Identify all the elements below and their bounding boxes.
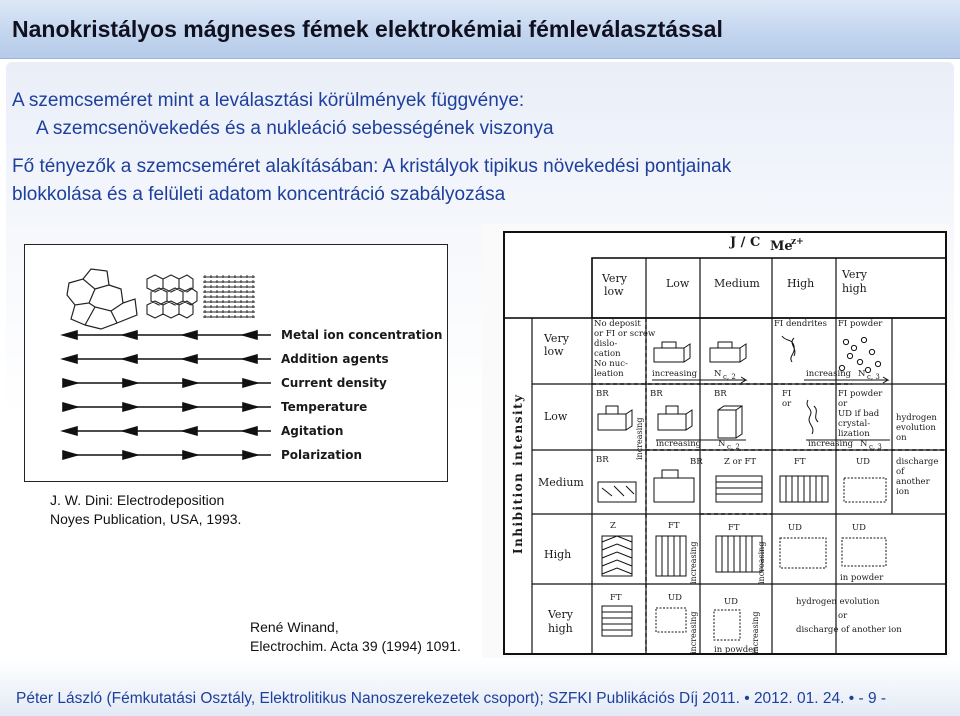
svg-text:evolution: evolution bbox=[896, 423, 936, 433]
svg-text:BR: BR bbox=[714, 389, 727, 399]
factor-agitation: Agitation bbox=[281, 424, 344, 438]
svg-text:Z: Z bbox=[610, 521, 616, 531]
svg-text:c, 3: c, 3 bbox=[867, 373, 880, 381]
svg-text:FI dendrites: FI dendrites bbox=[774, 319, 827, 329]
svg-text:UD: UD bbox=[852, 523, 866, 533]
winand-citation-line-1: René Winand, bbox=[250, 619, 339, 635]
row-axis-label: Inhibition intensity bbox=[511, 393, 525, 554]
svg-text:of: of bbox=[896, 467, 905, 477]
factor-arrows bbox=[63, 331, 271, 459]
svg-text:or FI or screw: or FI or screw bbox=[594, 329, 656, 339]
svg-text:increasing: increasing bbox=[751, 611, 760, 654]
dini-citation-line-1: J. W. Dini: Electrodeposition bbox=[50, 492, 225, 508]
svg-text:Z or FT: Z or FT bbox=[724, 457, 757, 467]
svg-text:increasing: increasing bbox=[635, 417, 644, 460]
svg-text:cation: cation bbox=[594, 349, 621, 359]
title-bar bbox=[0, 0, 960, 59]
text-line-4: blokkolása és a felületi adatom koncentráció szabályozása bbox=[12, 184, 506, 205]
svg-text:c, 2: c, 2 bbox=[723, 373, 736, 381]
svg-text:No nuc-: No nuc- bbox=[594, 359, 628, 369]
dini-citation-line-2: Noyes Publication, USA, 1993. bbox=[50, 511, 242, 527]
row-very-high-1: Very bbox=[548, 608, 573, 621]
winand-diagram bbox=[482, 224, 950, 658]
svg-text:UD: UD bbox=[856, 457, 870, 467]
svg-text:leation: leation bbox=[594, 369, 624, 379]
svg-text:UD: UD bbox=[724, 597, 738, 607]
svg-text:FI powder: FI powder bbox=[838, 389, 883, 399]
row-low: Low bbox=[544, 410, 568, 423]
top-axis-ion: Me bbox=[770, 239, 793, 254]
svg-text:hydrogen: hydrogen bbox=[896, 413, 937, 423]
svg-text:in powder: in powder bbox=[714, 645, 758, 655]
col-medium: Medium bbox=[714, 277, 760, 290]
factor-temperature: Temperature bbox=[281, 400, 368, 414]
col-very-low-1: Very bbox=[602, 272, 627, 285]
svg-text:discharge: discharge bbox=[896, 457, 939, 467]
svg-text:or: or bbox=[838, 611, 848, 621]
row-very-low-2: low bbox=[544, 345, 564, 358]
row-high: High bbox=[544, 548, 572, 561]
footer-text: Péter László (Fémkutatási Osztály, Elektrolitikus Nanoszerekezetek csoport); SZFKI Publikációs Díj 2011. • 2012. 01. 24. • - 9 - bbox=[16, 690, 887, 707]
svg-text:hydrogen evolution: hydrogen evolution bbox=[796, 597, 880, 607]
svg-text:FT: FT bbox=[794, 457, 806, 467]
svg-text:N: N bbox=[718, 439, 726, 449]
svg-text:crystal-: crystal- bbox=[838, 419, 871, 429]
row-very-low-1: Very bbox=[544, 332, 569, 345]
factor-addition-agents: Addition agents bbox=[281, 352, 389, 366]
svg-text:increasing: increasing bbox=[757, 541, 766, 584]
winand-grid bbox=[482, 224, 950, 658]
svg-text:another: another bbox=[896, 477, 930, 487]
svg-text:N: N bbox=[860, 439, 868, 449]
svg-text:increasing: increasing bbox=[656, 439, 702, 449]
grain-structure-medium bbox=[147, 275, 197, 318]
svg-text:ion: ion bbox=[896, 487, 910, 497]
grain-size-factors-figure bbox=[24, 244, 448, 482]
text-line-3: Fő tényezők a szemcseméret alakításában: A kristályok tipikus növekedési pontjainak bbox=[12, 156, 732, 177]
factor-polarization: Polarization bbox=[281, 448, 362, 462]
svg-text:N: N bbox=[858, 369, 866, 379]
svg-text:c, 2: c, 2 bbox=[727, 443, 740, 451]
top-axis-label: J / C bbox=[730, 235, 761, 250]
svg-text:FI powder: FI powder bbox=[838, 319, 883, 329]
svg-text:N: N bbox=[714, 369, 722, 379]
svg-text:lization: lization bbox=[838, 429, 870, 439]
slide-title: Nanokristályos mágneses fémek elektrokémiai fémleválasztással bbox=[12, 16, 723, 42]
svg-text:BR: BR bbox=[596, 455, 609, 465]
svg-text:BR: BR bbox=[596, 389, 609, 399]
col-very-low-2: low bbox=[604, 285, 624, 298]
col-very-high-2: high bbox=[842, 282, 867, 295]
svg-text:discharge of another ion: discharge of another ion bbox=[796, 625, 902, 635]
svg-text:FT: FT bbox=[610, 593, 622, 603]
svg-text:c, 3: c, 3 bbox=[869, 443, 882, 451]
svg-text:FI: FI bbox=[782, 389, 792, 399]
svg-text:or: or bbox=[838, 399, 848, 409]
grain-structure-fine bbox=[203, 275, 255, 319]
svg-text:on: on bbox=[896, 433, 907, 443]
grain-structure-coarse bbox=[67, 269, 137, 329]
factor-current-density: Current density bbox=[281, 376, 387, 390]
col-very-high-1: Very bbox=[842, 268, 867, 281]
svg-text:No deposit: No deposit bbox=[594, 319, 641, 329]
svg-text:FT: FT bbox=[728, 523, 740, 533]
svg-text:increasing: increasing bbox=[652, 369, 698, 379]
winand-citation-line-2: Electrochim. Acta 39 (1994) 1091. bbox=[250, 638, 461, 654]
row-very-high-2: high bbox=[548, 622, 573, 635]
svg-text:UD: UD bbox=[788, 523, 802, 533]
svg-text:BR: BR bbox=[690, 457, 703, 467]
top-axis-charge: z+ bbox=[791, 237, 804, 247]
col-low: Low bbox=[666, 277, 690, 290]
svg-text:increasing: increasing bbox=[808, 439, 854, 449]
svg-text:in powder: in powder bbox=[840, 573, 884, 583]
svg-text:increasing: increasing bbox=[806, 369, 852, 379]
svg-text:BR: BR bbox=[650, 389, 663, 399]
svg-text:FT: FT bbox=[668, 521, 680, 531]
svg-text:increasing: increasing bbox=[689, 541, 698, 584]
col-high: High bbox=[787, 277, 815, 290]
svg-text:UD: UD bbox=[668, 593, 682, 603]
text-line-2: A szemcsenövekedés és a nukleáció sebességének viszonya bbox=[36, 118, 554, 139]
row-medium: Medium bbox=[538, 476, 584, 489]
svg-text:dislo-: dislo- bbox=[594, 339, 618, 349]
footer-bar bbox=[0, 660, 960, 716]
svg-text:UD if bad: UD if bad bbox=[838, 409, 880, 419]
svg-text:or: or bbox=[782, 399, 792, 409]
factor-metal-ion-concentration: Metal ion concentration bbox=[281, 328, 443, 342]
text-line-1: A szemcseméret mint a leválasztási körülmények függvénye: bbox=[12, 90, 525, 111]
svg-text:increasing: increasing bbox=[689, 611, 698, 654]
